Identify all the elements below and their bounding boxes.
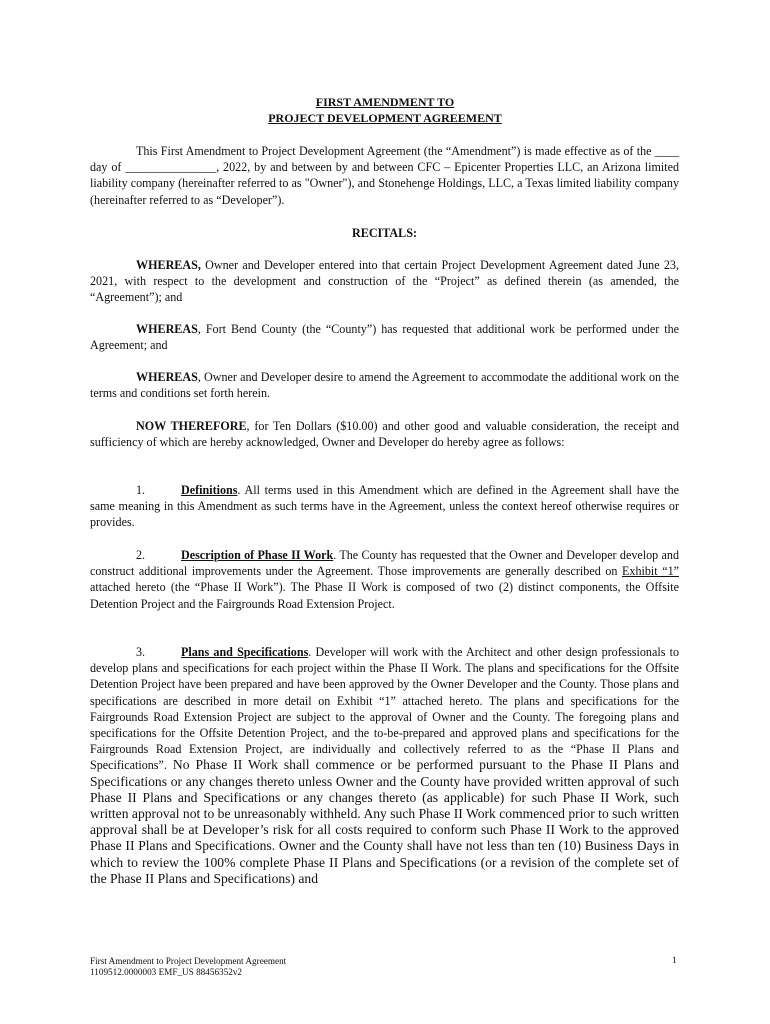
- section-heading: Description of Phase II Work: [181, 548, 334, 562]
- section-1-definitions: 1. Definitions. All terms used in this Amendment which are defined in the Agreement shall have the same meaning in this Amendment as such terms have in the Agreement, unless the context hereof otherwise requires or provides.: [90, 483, 679, 530]
- exhibit-reference: Exhibit “1”: [622, 564, 679, 579]
- intro-paragraph: This First Amendment to Project Development Agreement (the “Amendment”) is made effective as of the ____ day of _______________, 2022, by and between by and between CFC – Epicenter Properties LLC, an Arizona limited liability company (hereinafter referred to as "Owner"), and Stonehenge Holdings, LLC, a Texas limited liability company (hereinafter referred to as “Developer”).: [90, 144, 679, 207]
- recitals-heading: RECITALS:: [352, 226, 417, 240]
- section-heading: Plans and Specifications: [181, 645, 309, 659]
- section-heading: Definitions: [181, 483, 238, 497]
- document-title-line-2: PROJECT DEVELOPMENT AGREEMENT: [268, 111, 502, 125]
- section-2-description: 2. Description of Phase II Work. The County has requested that the Owner and Developer develop and construct additional improvements under the Agreement. Those improvements are generally described on Exhibit “1” attached hereto (the “Phase II Work”). The Phase II Work is composed of two (2) distinct components, the Offsite Detention Project and the Fairgrounds Road Extension Project.: [90, 548, 680, 611]
- document-title-line-1: FIRST AMENDMENT TO: [315, 95, 455, 109]
- recital-paragraph: WHEREAS, Owner and Developer desire to amend the Agreement to accommodate the additional work on the terms and conditions set forth herein.: [90, 370, 679, 401]
- page-number: 1: [672, 956, 677, 966]
- recital-paragraph: WHEREAS, Fort Bend County (the “County”) has requested that additional work be performed under the Agreement; and: [90, 322, 679, 353]
- now-therefore-paragraph: NOW THEREFORE, for Ten Dollars ($10.00) and other good and valuable consideration, the receipt and sufficiency of which are hereby acknowledged, Owner and Developer do hereby agree as follows:: [90, 419, 679, 450]
- footer-title: First Amendment to Project Development Agreement: [90, 956, 287, 966]
- recital-paragraph: WHEREAS, Owner and Developer entered into that certain Project Development Agreement dated June 23, 2021, with respect to the development and construction of the “Project” as defined therein (as amended, the “Agreement”); and: [90, 258, 679, 305]
- footer-doc-id: 1109512.0000003 EMF_US 88456352v2: [90, 967, 243, 977]
- section-3-plans: 3. Plans and Specifications. Developer will work with the Architect and other design professionals to develop plans and specifications for each project within the Phase II Work. The plans and specifications for the Offsite Detention Project have been prepared and have been approved by the Owner Developer and the County. Those plans and specifications are described in more detail on Exhibit “1” attached hereto. The plans and specifications for the Fairgrounds Road Extension Project are subject to the approval of Owner and the County. The foregoing plans and specifications for the Offsite Detention Project, and the to-be-prepared and approved plans and specifications for the Fairgrounds Road Extension Project, are individually and collectively referred to as the “Phase II Plans and Specifications”. No Phase II Work shall commence or be performed pursuant to the Phase II Plans and Specifications or any changes thereto unless Owner and the County have provided written approval of such Phase II Plans and Specifications or any changes thereto (as applicable) for such Phase II Work, such written approval not to be unreasonably withheld. Any such Phase II Work commenced prior to such written approval shall be at Developer’s risk for all costs required to conform such Phase II Work to the approved Phase II Plans and Specifications. Owner and the County shall have not less than ten (10) Business Days in which to review the 100% complete Phase II Plans and Specifications (or a revision of the complete set of the Phase II Plans and Specifications) and: [90, 645, 679, 886]
